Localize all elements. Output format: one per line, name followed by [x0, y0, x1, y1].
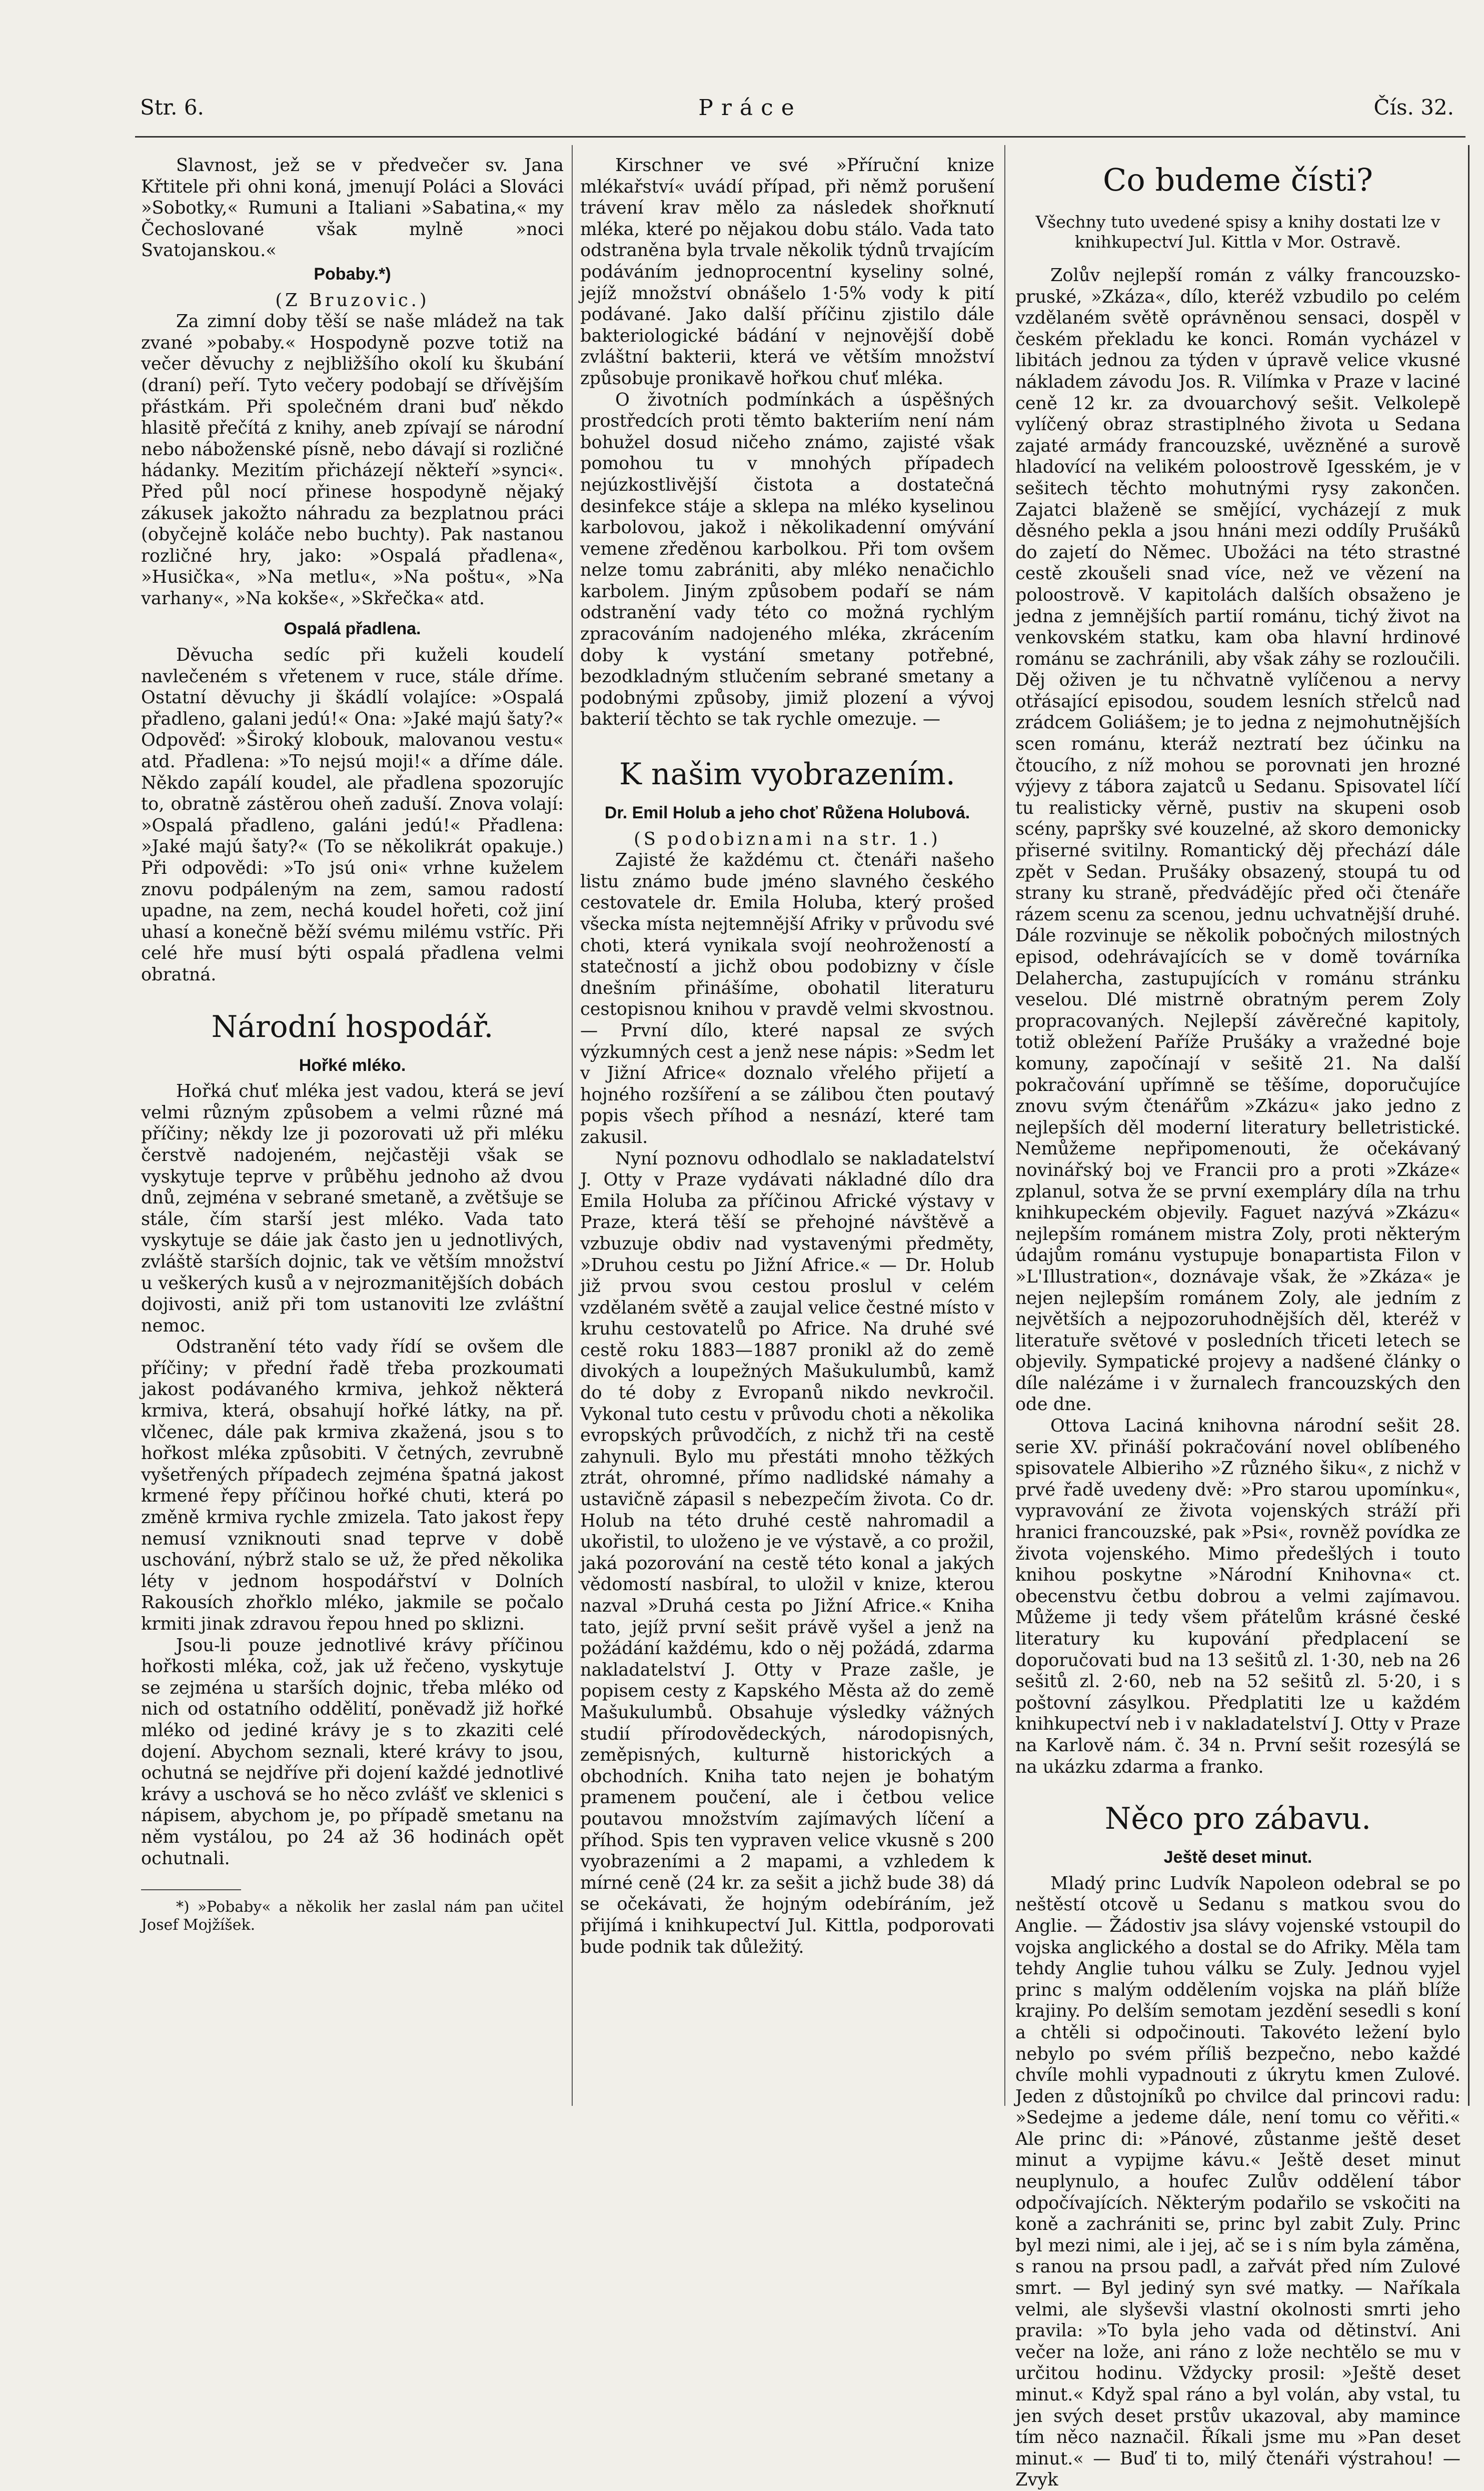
- byline: (Z Bruzovic.): [275, 290, 430, 311]
- column-middle: [580, 155, 994, 1958]
- subheading-ospala: Ospalá přadlena.: [284, 619, 421, 639]
- page-edge-rule: [1468, 145, 1469, 2106]
- section-heading-narodni-hospodar: Národní hospodář.: [211, 1009, 494, 1044]
- paragraph: Hořká chuť mléka jest vadou, která se jeví velmi různým způsobem a velmi různé má příčiny; někdy lze ji pozorovati už při mléku čerstvě nadojeném, nejčastěji však se vyskytuje teprve v průběhu jednoho až dvou dnů, zejména v sebrané smetaně, a zvětšuje se stále, čím starší jest mléko. Vada tato vyskytuje se dáie jak často jen u jednotlivých, zvláště starších dojnic, tak ve větším množství u veškerých kusů a v nejrozmanitějších dobách dojivosti, aniž při tom ustanoviti lze zvláštní nemoc.: [141, 1081, 564, 1336]
- section-heading-k-nasim-vyobrazenim: K našim vyobrazením.: [619, 757, 955, 792]
- column-divider: [572, 145, 573, 2106]
- image-reference: (S podobiznami na str. 1.): [634, 828, 941, 849]
- page-number: Str. 6.: [140, 95, 204, 120]
- column-right: [1015, 155, 1460, 2491]
- header-rule: [135, 136, 1465, 138]
- subheading-horke-mleko: Hořké mléko.: [299, 1055, 406, 1075]
- footnote: *) »Pobaby« a několik her zaslal nám pan učitel Josef Mojžíšek.: [141, 1898, 564, 1934]
- column-left: [141, 155, 564, 1934]
- paragraph: Děvucha sedíc při kuželi koudelí navlečeném s vřetenem v ruce, stále dříme. Ostatní děvuchy ji škádlí volajíce: »Ospalá přadleno, galani jedú!« Ona: »Jaké majú šaty?« Odpověď: »Široký klobouk, malovanou vestu« atd. Přadlena: »To nejsú moji!« a dříme dále. Někdo zapálí koudel, ale přadlena spozorujíc to, obratně zástěrou oheň zaduší. Znova volají: »Ospalá přadleno, galáni jedú!« Přadlena: »Jaké majú šaty?« (To se několikrát opakuje.) Při odpovědi: »To jsú oni« vrhne kuželem znovu podpáleným na zem, samou radostí upadne, na zem, nechá koudel hořeti, což jiní uhasí a konečně běží svému milému vstříc. Při celé hře musí býti ospalá přadlena velmi obratná.: [141, 645, 564, 985]
- column-divider: [1004, 145, 1005, 2106]
- section-intro: Všechny tuto uvedené spisy a knihy dostati lze v knihkupectví Jul. Kittla v Mor. Ostravě.: [1035, 212, 1440, 252]
- footnote-rule: [141, 1889, 241, 1890]
- article-title-pobaby: Pobaby.*): [314, 264, 391, 284]
- paragraph: O životních podmínkách a úspěšných prostředcích proti těmto bakteriím není nám bohužel dosud ničeho známo, zajisté však pomohou tu v mnohých případech nejúzkostlivější čistota a dostatečná desinfekce stáje a sklepa na mléko kyselinou karbolovou, jakož i několikadenní omývání vemene zředěnou karbolkou. Při tom ovšem nelze tomu zabrániti, aby mléko nenačichlo karbolem. Jiným způsobem podaří se nám odstranění vady této co možná rychlým zpracováním nadojeného mléka, zkrácením doby k vystání smetany potřebné, bezodkladným stlučením sebrané smetany a podobnými způsoby, jimiž plození a vývoj bakterií těchto se tak rychle omezuje. —: [580, 389, 994, 730]
- paragraph: Za zimní doby těší se naše mládež na tak zvané »pobaby.« Hospodyně pozve totiž na večer děvuchy z nejbližšího okolí ku škubání (draní) peří. Tyto večery podobají se dřívějším přástkám. Při společném drani buď někdo hlasitě přečítá z knihy, aneb zpívají se národní nebo náboženské písně, nebo dávají si rozličné hádanky. Mezitím přicházejí někteří »synci«. Před půl nocí přinese hospodyně nějaký zákusek jakožto náhradu za bezplatnou práci (obyčejně koláče nebo buchty). Pak nastanou rozličné hry, jako: »Ospalá přadlena«, »Husička«, »Na metlu«, »Na poštu«, »Na varhany«, »Na kokše«, »Skřečka« atd.: [141, 311, 564, 609]
- newspaper-title: Práce: [698, 95, 802, 121]
- section-heading-neco-pro-zabavu: Něco pro zábavu.: [1104, 1801, 1371, 1837]
- paragraph: Mladý princ Ludvík Napoleon odebral se po neštěstí otcově u Sedanu s matkou svou do Anglie. — Žádostiv jsa slávy vojenské vstoupil do vojska anglického a dostal se do Afriky. Měla tam tehdy Anglie tuhou válku se Zuly. Jednou vyjel princ s malým oddělením vojska na pláň blíže krajiny. Po delším semotam jezdění sesedli s koní a chtěli si odpočinouti. Takovéto ležení bylo nebylo po svém příliš bezpečno, nebo každé chvíle mohli vypadnouti z úkrytu kmen Zulové. Jeden z důstojníků po chvilce dal princovi radu: »Sedejme a jedeme dále, není tomu co věřiti.« Ale princ di: »Pánové, zůstanme ještě deset minut a vypijme kávu.« Ještě deset minut neuplynulo, a houfec Zulův oddělení tábor odpočívajících. Některým podařilo se vskočiti na koně a zachrániti se, princ byl zabit Zuly. Princ byl mezi nimi, ale i jej, ač se i s ním byla záměna, s ranou na prsou padl, a zařvát před ním Zulové smrt. — Byl jediný syn své matky. — Naříkala velmi, ale slyševši vlastní okolnosti smrti jeho pravila: »To byla jeho vada od dětinství. Ani večer na lože, ani ráno z lože nechtělo se mu v určitou hodinu. Vždycky prosil: »Ještě deset minut.« Když spal ráno a byl volán, aby vstal, tu jen svých deset prstův ukazoval, aby mamince tím něco naznačil. Říkali jsme mu »Pan deset minut.« — Buď ti to, milý čtenáři výstrahou! — Zvyk: [1015, 1873, 1460, 2490]
- paragraph: Odstranění této vady řídí se ovšem dle příčiny; v přední řadě třeba prozkoumati jakost podávaného krmiva, jehkož některá krmiva, která, obsahují hořké látky, na př. vlčenec, dále pak krmiva zkažená, jsou s to hořkost mléka způsobiti. V četných, zevrubně vyšetřených případech zejména špatná jakost krmené řepy příčinou hořké chuti, která po změně krmiva rychle zmizela. Tato jakost řepy nemusí vzniknouti snad teprve v době uschování, nýbrž stalo se už, že před několika léty v jednom hospodářství v Dolních Rakousích zhořklo mléko, jakmile se počalo krmiti jinak zdravou řepou hned po sklizni.: [141, 1337, 564, 1634]
- intro-paragraph: Slavnost, jež se v předvečer sv. Jana Křtitele při ohni koná, jmenují Poláci a Slováci »Sobotky,« Rumuni a Italiani »Sabatina,« my Čechoslované však mylně »noci Svatojanskou.«: [141, 155, 564, 261]
- issue-number: Čís. 32.: [1373, 95, 1454, 120]
- section-heading-co-budeme-cisti: Co budeme čísti?: [1102, 162, 1373, 198]
- subheading-holub: Dr. Emil Holub a jeho choť Růžena Holubová.: [604, 803, 970, 823]
- paragraph: Zolův nejlepší román z války francouzsko-pruské, »Zkáza«, dílo, kteréž vzbudilo po celém vzdělaném světě oprávněnou sensaci, dospěl v českém překladu ke konci. Román vycházel v libitách jednou za týden v úpravě velice vkusné nákladem závodu Jos. R. Vilímka v Praze v laciné ceně 12 kr. za dvouarchový sešit. Velkolepě vylíčený obraz strastiplného života u Sedana zajaté armády francouzské, uvězněné a surově hladovící na velikém poloostrově Igesském, je v sešitech těchto mohutnými rysy zakončen. Zajatci blaženě se smějící, vycházejí z muk děsného pekla a jsou hnáni mezi oddíly Prušáků do zajetí do Němec. Ubožáci na této strastné cestě zkoušeli snad více, než ve vězení na poloostrově. V kapitolách dalších obsaženo je jedna z jemnějších partií románu, tichý život na venkovském statku, kam oba hlavní hrdinové románu se zachránili, aby však záhy se rozloučili. Děj oživen je tu nčhvatně vylíčenou a nervy otřásající episodou, soudem lesních střelců nad zrádcem Goliášem; je to jedna z nejmohutnějších scen románu, kteráž neztratí bez účinku na čtoucího, z níž mohou se porovnati jen hrozné výjevy z tábora zajatců u Sedanu. Spisovatel líčí tu realisticky věrně, pustiv na skupeni osob scény, papršky své kouzelné, až skoro demonicky přiserné svitilny. Romantický děj přechází dále zpět v Sedan. Prušáky obsazený, stoupá tu od strany ku straně, předvádějíc před oči čtenáře rázem scenu za scenou, jednu uchvatnější druhé. Dále rozvinuje se několik pobočných milostných episod, odehrávajících se v domě továrníka Delaherchа, zastupujících v románu stránku veselou. Dlé mistrně obratným perem Zoly propracovaných. Nejlepší závěrečné kapitoly, totiž obležení Paříže Prušáky a vražedné boje komuny, započínají v sešitě 21. Na další pokračování upřímně se těšíme, doporučujíce znovu svým čtenářům »Zkázu« jako jedno z nejlepších děl moderní literatury belletristické. Nemůžeme nepřipomenouti, že očekávaný novinářský boj ve Francii pro a proti »Zkáze« zplanul, sotva že se první exempláry díla na trhu knihkupeckém objevily. Faguet nazývá »Zkázu« nejlepším románem mistra Zoly, proti některým údajům románu vystupuje bonapartista Filon v »L'Illustration«, doznávaje však, že »Zkáza« je nejen nejlepším románem Zoly, ale jedním z největších a nejpozoruhodnějších děl, kteréž v literatuře světové v posledních třiceti letech se objevily. Sympatické projevy a nadšené články o díle nalézáme i v žurnalech francouzských den ode dne.: [1015, 265, 1460, 1415]
- paragraph: Jsou-li pouze jednotlivé krávy příčinou hořkosti mléka, což, jak už řečeno, vyskytuje se zejména u starších dojnic, třeba mléko od nich od ostatního oddělití, poněvadž již hořké mléko od jediné krávy je s to zkaziti celé dojení. Abychom seznali, které krávy to jsou, ochutná se nejdříve při dojení každé jednotlivé krávy a uschová se ho něco zvlášť ve sklenici s nápisem, abychom je, po případě smetanu na něm vystálou, po 24 až 36 hodinách opět ochutnali.: [141, 1635, 564, 1869]
- subheading-jeste-deset-minut: Ještě deset minut.: [1163, 1848, 1312, 1867]
- paragraph: Zajisté že každému ct. čtenáři našeho listu známo bude jméno slavného českého cestovatele dr. Emila Holuba, který prošed všecka místa nejtemnější Afriky v průvodu své choti, která vynikala svojí neohrožeností a statečností a jichž obou podobizny v čísle dnešním přinášíme, obohatil literaturu cestopisnou knihou v pravdě velmi skvostnou. — První dílo, které napsal ze svých výzkumných cest a jenž nese nápis: »Sedm let v Jižní Africe« doznalo vřelého přijetí a hojného rozšíření a se zálibou čten poutavý popis všech příhod a nesnází, které tam zakusil.: [580, 850, 994, 1147]
- paragraph: Nyní poznovu odhodlalo se nakladatelství J. Otty v Praze vydávati nákladné dílo dra Emila Holuba za příčinou Africké výstavy v Praze, která těší se přehojné návštěvě a vzbuzuje obdiv nad vystavenými předměty, »Druhou cestu po Jižní Africe.« — Dr. Holub již prvou svou cestou proslul v celém vzdělaném světě a zaujal velice čestné místo v kruhu cestovatelů po Africe. Na druhé své cestě roku 1883—1887 pronikl až do země divokých a loupežných Mašukulumbů, kamž do té doby z Evropanů nikdo nevkročil. Vykonal tuto cestu v průvodu choti a několika evropských průvodčích, z nichž tři na cestě zahynuli. Bylo mu přestáti mnoho těžkých ztrát, ohromné, přímo nadlidské námahy a ustavičně zápasil s nebezpečím života. Co dr. Holub na této druhé cestě nahromadil a ukořistil, to uloženo je ve výstavě, a co prožil, jaká pozorování na cestě této konal a jakých vědomostí nasbíral, to uložil v knize, kterou nazval »Druhá cesta po Jižní Africe.« Kniha tato, jejíž první sešit právě vyšel a jenž na požádání každému, kdo o něj požádá, zdarma nakladatelství J. Otty v Praze zašle, je popisem cesty z Kapského Města až do země Mašukulumbů. Obsahuje výsledky vážných studií přírodovědeckých, národopisných, zeměpisných, kulturně historických a obchodních. Kniha tato nejen je bohatým pramenem poučení, ale i četbou velice poutavou množstvím zajímavých líčení a příhod. Spis ten vypraven velice vkusně s 200 vyobrazeními a 2 mapami, a vzhledem k mírné ceně (24 kr. za sešit a jichž bude 38) dá se očekávati, že hojným odebíráním, jež přijímá i knihkupectví Jul. Kittla, podporovati bude podnik tak důležitý.: [580, 1148, 994, 1957]
- paragraph: Ottova Laciná knihovna národní sešit 28. serie XV. přináší pokračování novel oblíbeného spisovatele Albieriho »Z různého šiku«, z nichž v prvé řadě uvedeny dvě: »Pro starou upomínku«, vypravování ze života vojenských stráží při hranici francouzské, pak »Psi«, rovněž povídka ze života vojenského. Mimo předešlých i touto knihou poskytne »Národní Knihovna« ct. obecenstvu četbu dobrou a velmi zajímavou. Můžeme ji tedy všem přátelům krásné české literatury ku kupování předplacení se doporučovati bud na 13 sešitů zl. 1·30, neb na 26 sešitů zl. 2·60, neb na 52 sešitů zl. 5·20, i s poštovní zásylkou. Předplatiti lze u každém knihkupectví neb i v nakladatelství J. Otty v Praze na Karlově nám. č. 34 n. První sešit rozesýlá se na ukázku zdarma a franko.: [1015, 1416, 1460, 1777]
- paragraph: Kirschner ve své »Příruční knize mlékařství« uvádí případ, při němž porušení trávení krav mělo za následek shořknutí mléka, které po nějakou dobu stálo. Vada tato odstraněna byla trvale několik týdnů trvajícím podáváním jednoprocentní kyseliny solné, jejíž množství obnášelo 1·5% vody k pití podávané. Jako další příčinu zjistilo dále bakteriologické bádání v nejnovější době zvláštní bakterii, která ve větším množství způsobuje pronikavě hořkou chuť mléka.: [580, 155, 994, 389]
